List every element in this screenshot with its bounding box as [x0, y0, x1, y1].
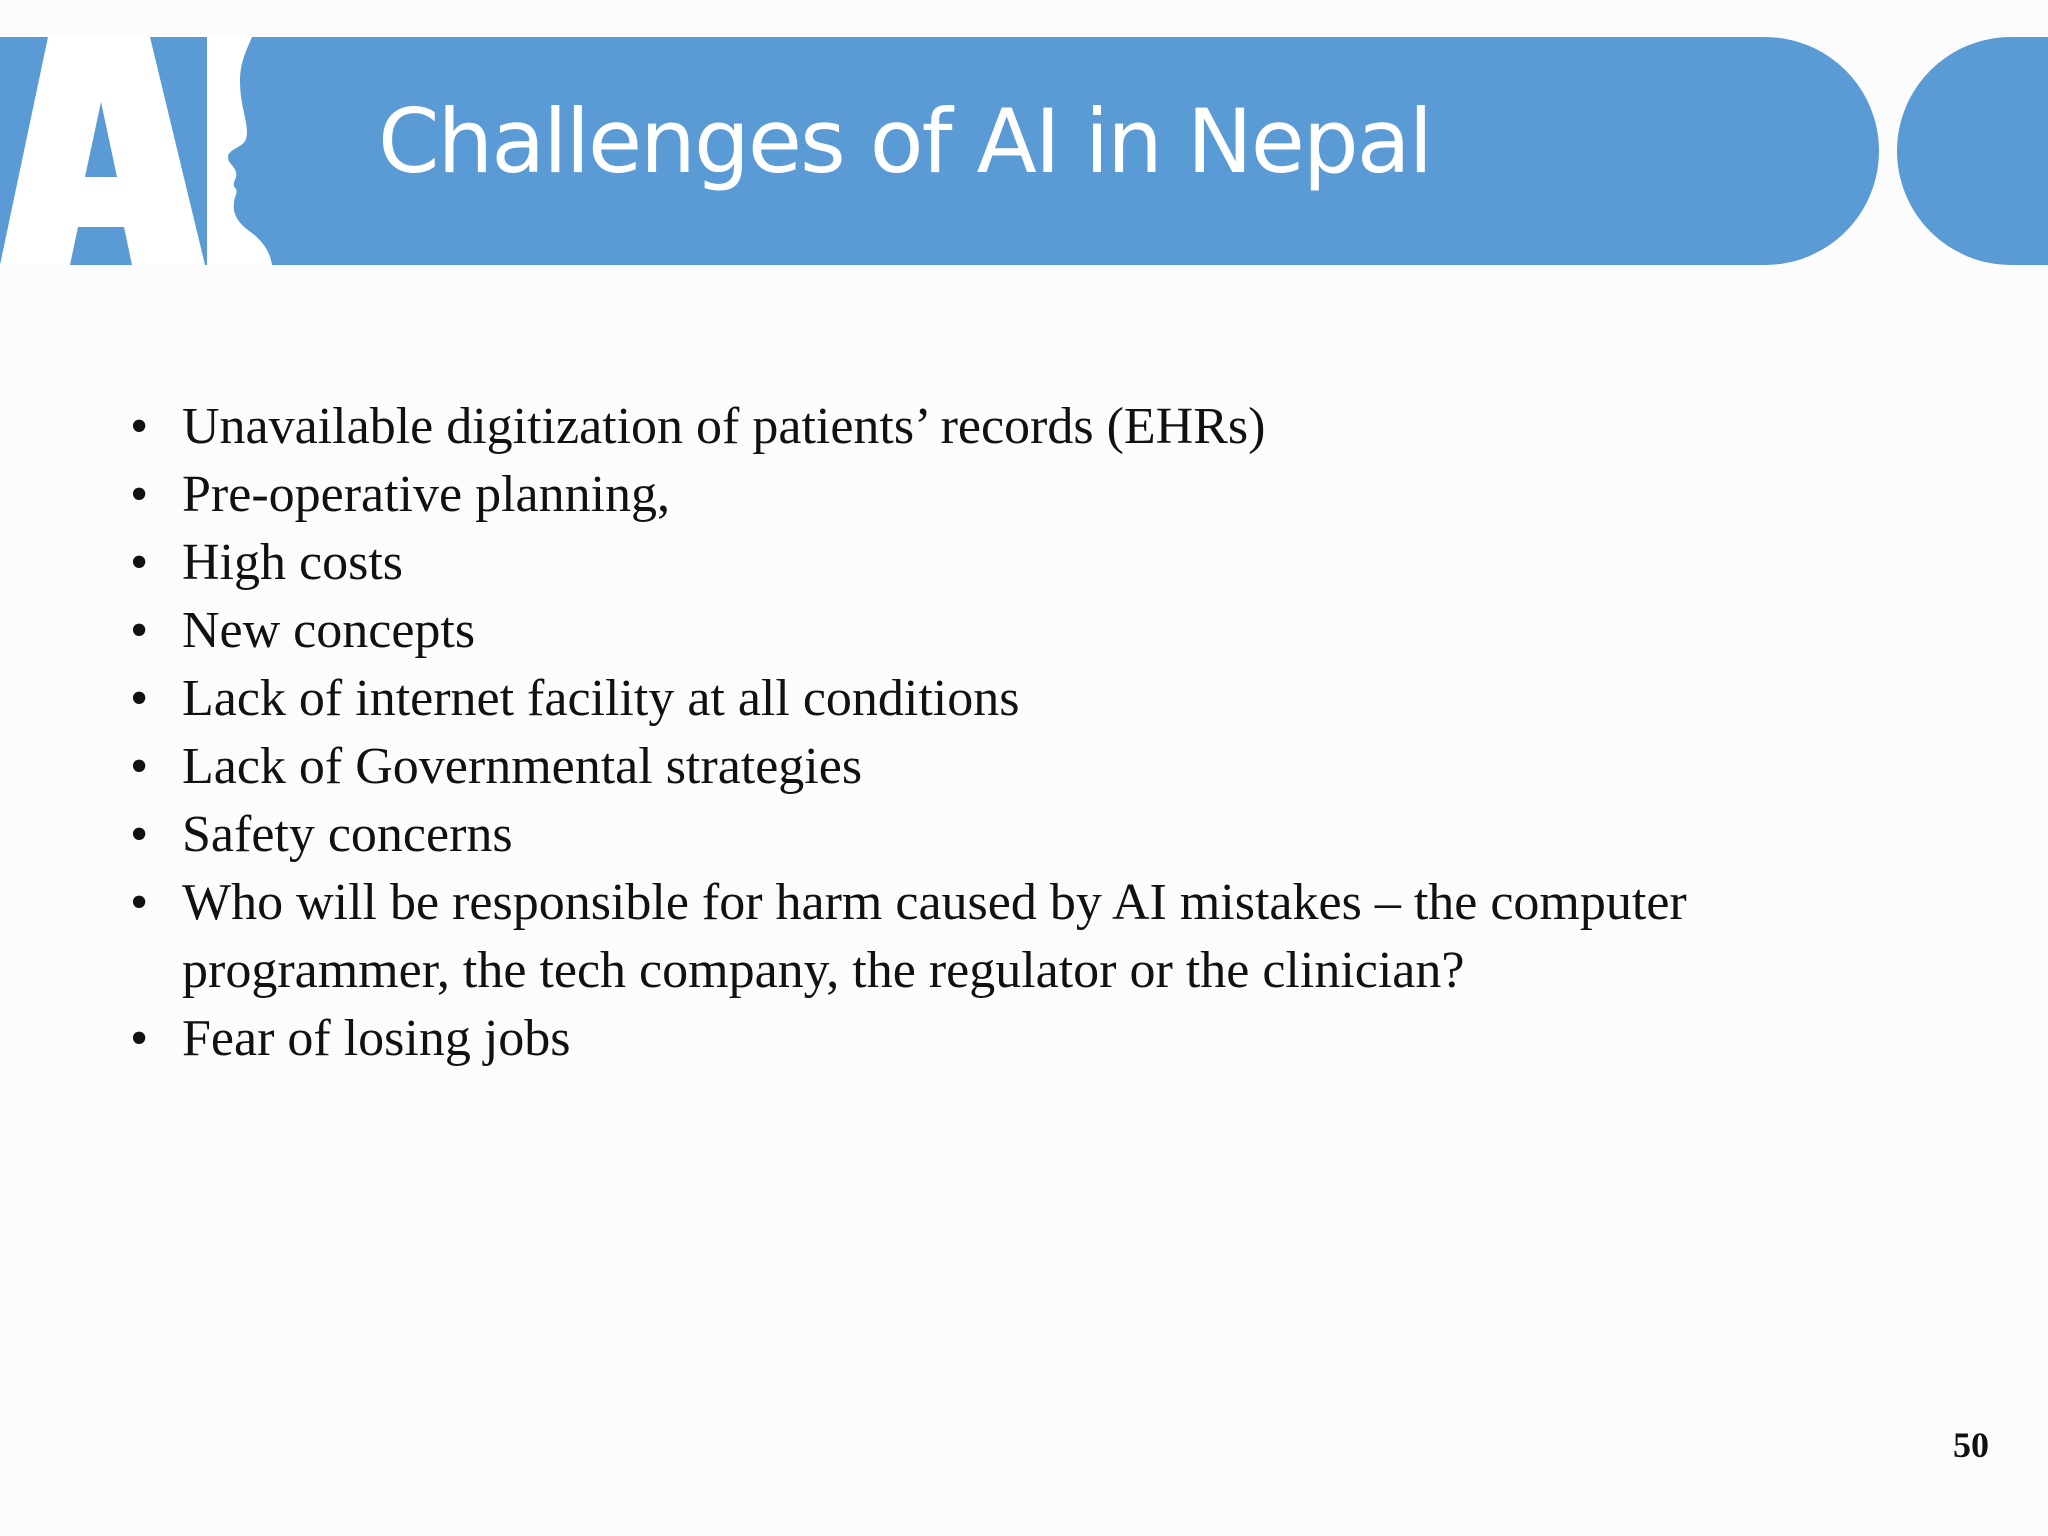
ai-head-logo [0, 37, 280, 265]
bullet-list [130, 393, 1690, 1073]
page-number: 50 [1953, 1425, 1989, 1465]
list-item [130, 597, 1690, 665]
list-item-text: Safety concerns [182, 806, 513, 863]
list-item [130, 1005, 1690, 1073]
bullet-icon: • [130, 602, 149, 659]
list-item-text: Lack of internet facility at all conditions [182, 670, 1020, 727]
list-item-text: New concepts [182, 602, 476, 659]
list-item [130, 529, 1690, 597]
bullet-icon: • [130, 806, 149, 863]
bullet-icon: • [130, 1010, 149, 1067]
list-item [130, 665, 1690, 733]
header-cap-decoration [1897, 37, 2048, 265]
list-item [130, 733, 1690, 801]
bullet-icon: • [130, 670, 149, 727]
list-item [130, 869, 1690, 1005]
bullet-icon: • [130, 738, 149, 795]
list-item-text: Lack of Governmental strategies [182, 738, 863, 795]
bullet-icon: • [130, 534, 149, 591]
list-item-text: Pre-operative planning, [182, 466, 671, 523]
bullet-icon: • [130, 874, 149, 931]
list-item [130, 393, 1690, 461]
list-item-text: High costs [182, 534, 403, 591]
list-item-text: Unavailable digitization of patients’ records (EHRs) [182, 398, 1266, 455]
list-item [130, 801, 1690, 869]
list-item [130, 461, 1690, 529]
slide-title: Challenges of AI in Nepal [378, 90, 1432, 193]
bullet-icon: • [130, 466, 149, 523]
bullet-icon: • [130, 398, 149, 455]
list-item-text: Who will be responsible for harm caused by AI mistakes – the computer programmer, the tech company, the regulator or the clinician? [182, 874, 1687, 999]
list-item-text: Fear of losing jobs [182, 1010, 571, 1067]
